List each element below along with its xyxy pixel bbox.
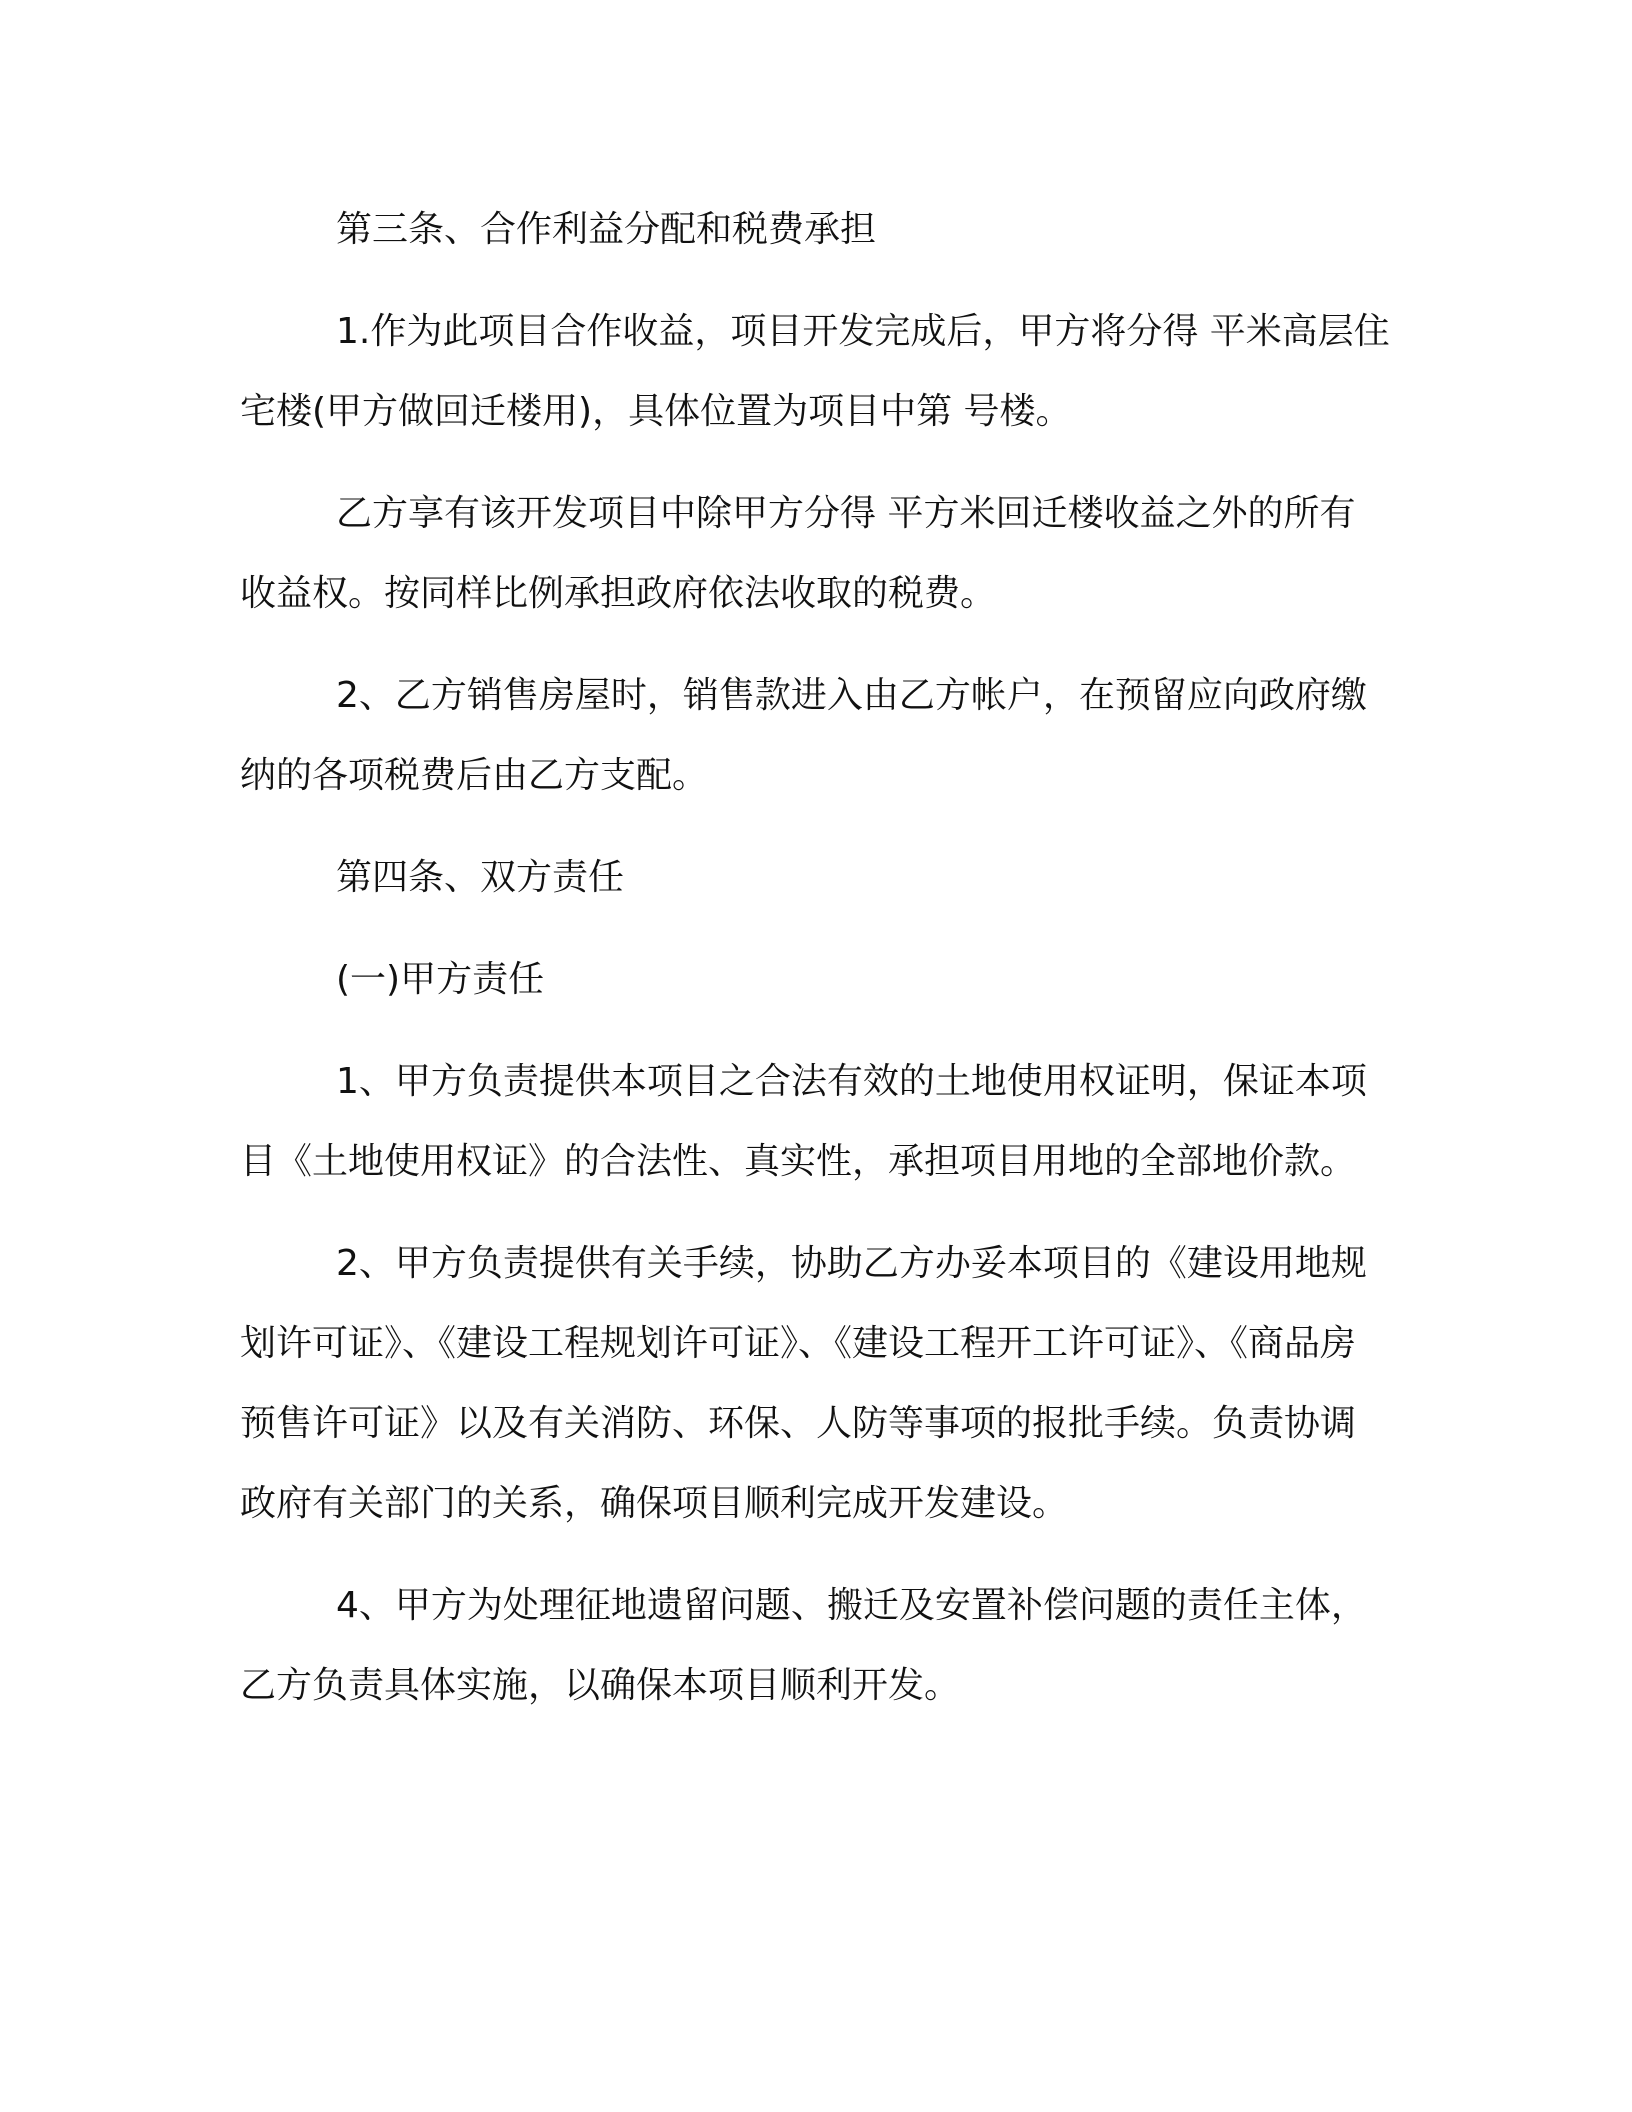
article-3-paragraph-2: 乙方享有该开发项目中除甲方分得 平方米回迁楼收益之外的所有收益权。按同样比例承担政府依法收取的税费。 <box>240 493 1356 614</box>
article-3-title: 第三条、合作利益分配和税费承担 <box>336 209 877 250</box>
party-a-paragraph-2: 2、甲方负责提供有关手续，协助乙方办妥本项目的《建设用地规划许可证》、《建设工程规划许可证》、《建设工程开工许可证》、《商品房预售许可证》以及有关消防、环保、人防等事项的报批手续。负责协调政府有关部门的关系，确保项目顺利完成开发建设。 <box>240 1243 1367 1524</box>
party-a-section-title: (一)甲方责任 <box>336 959 545 1000</box>
article-3-paragraph-1: 1.作为此项目合作收益，项目开发完成后，甲方将分得 平米高层住宅楼(甲方做回迁楼用)，具体位置为项目中第 号楼。 <box>240 311 1390 432</box>
document-body <box>240 190 1390 1726</box>
article-4-title: 第四条、双方责任 <box>336 857 625 898</box>
party-a-paragraph-4: 4、甲方为处理征地遗留问题、搬迁及安置补偿问题的责任主体，乙方负责具体实施，以确保本项目顺利开发。 <box>240 1585 1367 1706</box>
party-a-paragraph-1: 1、甲方负责提供本项目之合法有效的土地使用权证明，保证本项目《土地使用权证》的合法性、真实性，承担项目用地的全部地价款。 <box>240 1061 1367 1182</box>
article-3-paragraph-3: 2、乙方销售房屋时，销售款进入由乙方帐户，在预留应向政府缴纳的各项税费后由乙方支配。 <box>240 675 1367 796</box>
